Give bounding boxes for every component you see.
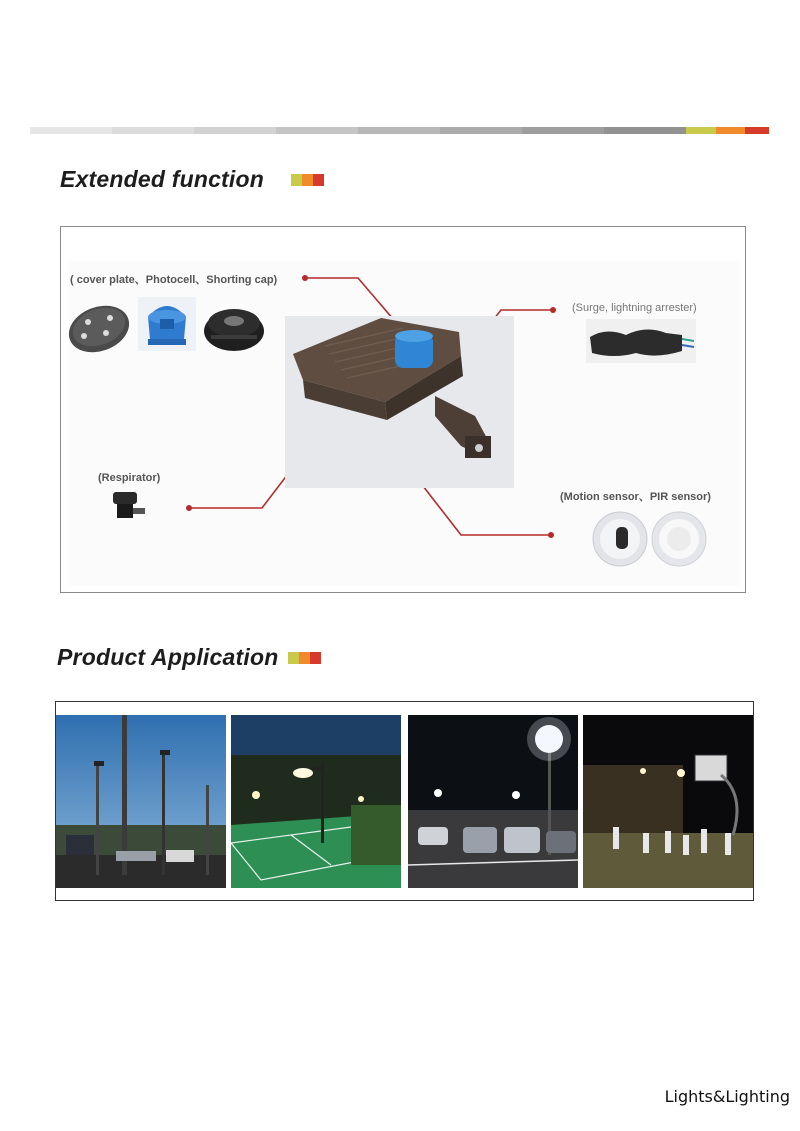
stripe-segment — [276, 127, 358, 134]
dot-motion — [548, 532, 554, 538]
product-application-title: Product Application — [57, 644, 279, 670]
stripe-segment — [194, 127, 276, 134]
callout-respirator-label: (Respirator) — [98, 472, 161, 484]
stripe-segment — [716, 127, 745, 134]
street-light-fixture-icon — [285, 316, 514, 488]
extended-function-panel — [60, 226, 746, 593]
car-park-night-photo — [408, 715, 578, 888]
square — [310, 652, 321, 664]
dot-surge — [550, 307, 556, 313]
respirator-icon — [113, 490, 147, 522]
stripe-segment — [440, 127, 522, 134]
stripe-segment — [604, 127, 686, 134]
footer-brand: Lights&Lighting — [664, 1087, 790, 1106]
stripe-segment — [745, 127, 769, 134]
cover-plate-icon — [66, 303, 132, 355]
title-squares — [288, 652, 321, 664]
motion-sensor-icon — [592, 511, 648, 567]
stripe-segment — [30, 127, 112, 134]
dot-respirator — [186, 505, 192, 511]
surge-arrester-icon — [586, 319, 696, 363]
callout-cover-label: ( cover plate、Photocell、Shorting cap) — [70, 274, 278, 286]
square — [302, 174, 313, 186]
stripe-segment — [522, 127, 604, 134]
stripe-segment — [358, 127, 440, 134]
stripe-segment — [112, 127, 194, 134]
dot-cover — [302, 275, 308, 281]
callout-surge-label: (Surge, lightning arrester) — [572, 302, 697, 314]
callout-motion-label: (Motion sensor、PIR sensor) — [560, 491, 711, 503]
pir-sensor-icon — [651, 511, 707, 567]
title-squares — [291, 174, 324, 186]
extended-function-title: Extended function — [60, 166, 265, 192]
basketball-court-night-photo — [583, 715, 753, 888]
tennis-court-night-photo — [231, 715, 401, 888]
square — [291, 174, 302, 186]
square — [313, 174, 324, 186]
header-color-stripe — [30, 127, 769, 134]
stripe-segment — [686, 127, 716, 134]
parking-lot-day-photo — [56, 715, 226, 888]
shorting-cap-icon — [201, 301, 267, 353]
photocell-icon — [138, 297, 196, 351]
luminaire-photo — [285, 316, 514, 488]
application-photos-panel — [55, 701, 754, 901]
square — [288, 652, 299, 664]
square — [299, 652, 310, 664]
